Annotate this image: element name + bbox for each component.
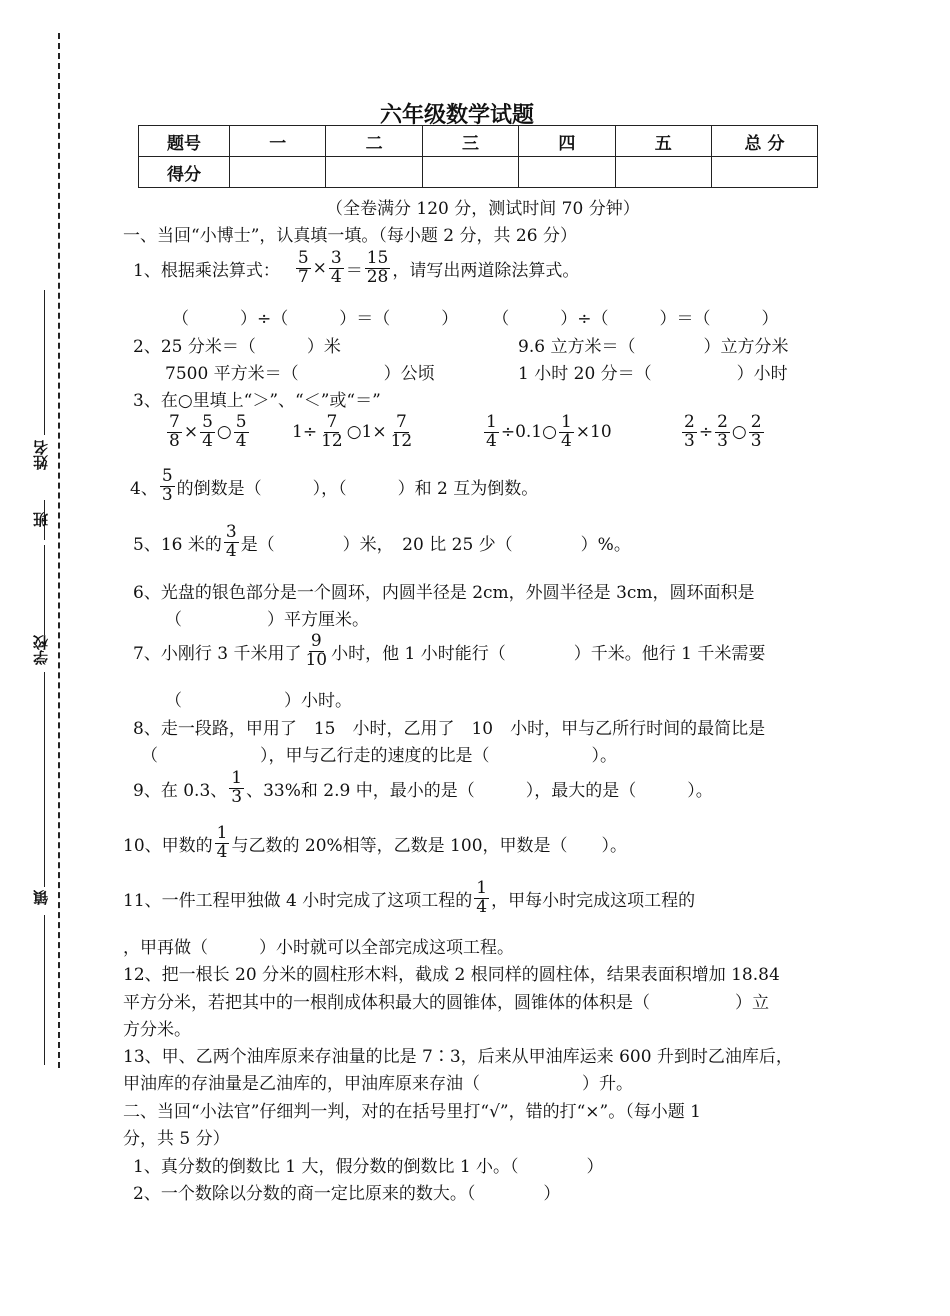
q7-line: 7、小刚行 3 千米用了 $\frac{9}{10}$ 小时，他 1 小时能行（ ）千米。他行 1 千米需要: [133, 631, 766, 670]
town-label: 镇: [32, 890, 50, 905]
s2-q2: 2、一个数除以分数的商一定比原来的数大。（ ）: [133, 1184, 561, 1204]
q3-expr-2: 1÷ $\frac{7}{12}$ ○1× $\frac{7}{12}$: [292, 412, 413, 451]
q1-text: 1、根据乘法算式：: [133, 260, 280, 281]
q1-answer-blanks[interactable]: （ ）÷（ ）＝（ ） （ ）÷（ ）＝（ ）: [172, 309, 779, 329]
q3-text: 3、在○里填上“＞”、“＜”或“＝”: [133, 391, 381, 411]
q2-d: 1 小时 20 分＝（ ）小时: [518, 364, 788, 384]
q10-line: 10、甲数的 $\frac{1}{4}$ 与乙数的 20%相等，乙数是 100，甲数是（ ）。: [123, 823, 628, 862]
q13-b: 甲油库的存油量是乙油库的，甲油库原来存油（ ）升。: [123, 1074, 633, 1094]
score-input-cell[interactable]: [422, 157, 518, 188]
exam-title: 六年级数学试题: [380, 103, 535, 128]
score-table-score-row: [139, 157, 818, 188]
fraction: $\frac{15}{28}$: [366, 248, 389, 287]
q5-line: 5、16 米的 $\frac{3}{4}$ 是（ ）米， 20 比 25 少（ ）%。: [133, 522, 631, 561]
q3-expr-3: $\frac{1}{4}$ ÷0.1○ $\frac{1}{4}$ ×10: [486, 412, 612, 451]
school-label: 学校: [32, 635, 50, 665]
score-header-cell: 题号: [139, 126, 230, 157]
fraction: $\frac{5}{7}$: [297, 248, 309, 287]
score-row-label: 得分: [139, 157, 230, 188]
section2-heading-b: 分，共 5 分）: [123, 1129, 230, 1149]
fraction: $\frac{3}{4}$: [330, 248, 342, 287]
score-input-cell[interactable]: [519, 157, 615, 188]
q3-expr-1: $\frac{7}{8}$ × $\frac{5}{4}$ ○ $\frac{5}{4}$: [169, 412, 247, 451]
school-underline-upper: [44, 545, 45, 635]
q3-expr-4: $\frac{2}{3}$ ÷ $\frac{2}{3}$ ○ $\frac{2}{3}$: [684, 412, 762, 451]
score-header-cell: 一: [230, 126, 326, 157]
q13-a: 13、甲、乙两个油库原来存油量的比是 7∶3，后来从甲油库运来 600 升到时乙油库后，: [123, 1047, 793, 1067]
score-header-cell: 三: [422, 126, 518, 157]
q11-line: 11、一件工程甲独做 4 小时完成了这项工程的 $\frac{1}{4}$ ，甲每小时完成这项工程的: [123, 878, 696, 917]
q7-c: （ ）小时。: [165, 691, 352, 711]
q8-b: （ ），甲与乙行走的速度的比是（ ）。: [141, 746, 617, 766]
q8-a: 8、走一段路，甲用了 15 小时，乙用了 10 小时，甲与乙所行时间的最简比是: [133, 719, 766, 739]
name-underline: [44, 290, 45, 435]
s2-q1: 1、真分数的倒数比 1 大，假分数的倒数比 1 小。（ ）: [133, 1157, 604, 1177]
class-label: 班: [32, 512, 50, 527]
q1-line: 1、根据乘法算式： $\frac{5}{7}$ × $\frac{3}{4}$ ＝ $\frac{15}{28}$ ，请写出两道除法算式。: [133, 248, 580, 287]
q2-c: 7500 平方米＝（ ）公顷: [165, 364, 435, 384]
q11-c: ，甲再做（ ）小时就可以全部完成这项工程。: [123, 938, 514, 958]
school-underline-lower: [44, 672, 45, 887]
score-header-cell: 四: [519, 126, 615, 157]
score-input-cell[interactable]: [712, 157, 818, 188]
town-underline: [44, 915, 45, 1065]
section2-heading-a: 二、当回“小法官”仔细判一判，对的在括号里打“√”，错的打“×”。（每小题 1: [123, 1102, 701, 1122]
q12-b: 平方分米，若把其中的一根削成体积最大的圆锥体，圆锥体的体积是（ ）立: [123, 993, 769, 1013]
binding-dashed-line: [58, 33, 60, 1068]
q2-b: 9.6 立方米＝（ ）立方分米: [518, 337, 789, 357]
score-table: [138, 125, 818, 188]
q2-a: 2、25 分米＝（ ）米: [133, 337, 341, 357]
score-input-cell[interactable]: [230, 157, 326, 188]
score-input-cell[interactable]: [326, 157, 422, 188]
q12-c: 方分米。: [123, 1020, 191, 1040]
exam-note: （全卷满分 120 分，测试时间 70 分钟）: [326, 199, 640, 219]
q12-a: 12、把一根长 20 分米的圆柱形木料，截成 2 根同样的圆柱体，结果表面积增加 18.84: [123, 965, 780, 985]
q9-line: 9、在 0.3、 $\frac{1}{3}$ 、33%和 2.9 中，最小的是（ ），最大的是（ ）。: [133, 768, 713, 807]
q1-text-b: ，请写出两道除法算式。: [392, 260, 580, 281]
score-header-cell: 二: [326, 126, 422, 157]
name-label: 姓名: [32, 440, 50, 470]
section1-heading: 一、当回“小博士”，认真填一填。（每小题 2 分，共 26 分）: [123, 226, 577, 246]
score-header-cell: 五: [615, 126, 711, 157]
q6-b: （ ）平方厘米。: [165, 610, 369, 630]
q6-a: 6、光盘的银色部分是一个圆环，内圆半径是 2cm，外圆半径是 3cm，圆环面积是: [133, 583, 755, 603]
score-input-cell[interactable]: [615, 157, 711, 188]
score-table-header-row: [139, 126, 818, 157]
q4-line: 4、 $\frac{5}{3}$ 的倒数是（ ），（ ）和 2 互为倒数。: [130, 466, 539, 505]
score-header-cell: 总 分: [712, 126, 818, 157]
